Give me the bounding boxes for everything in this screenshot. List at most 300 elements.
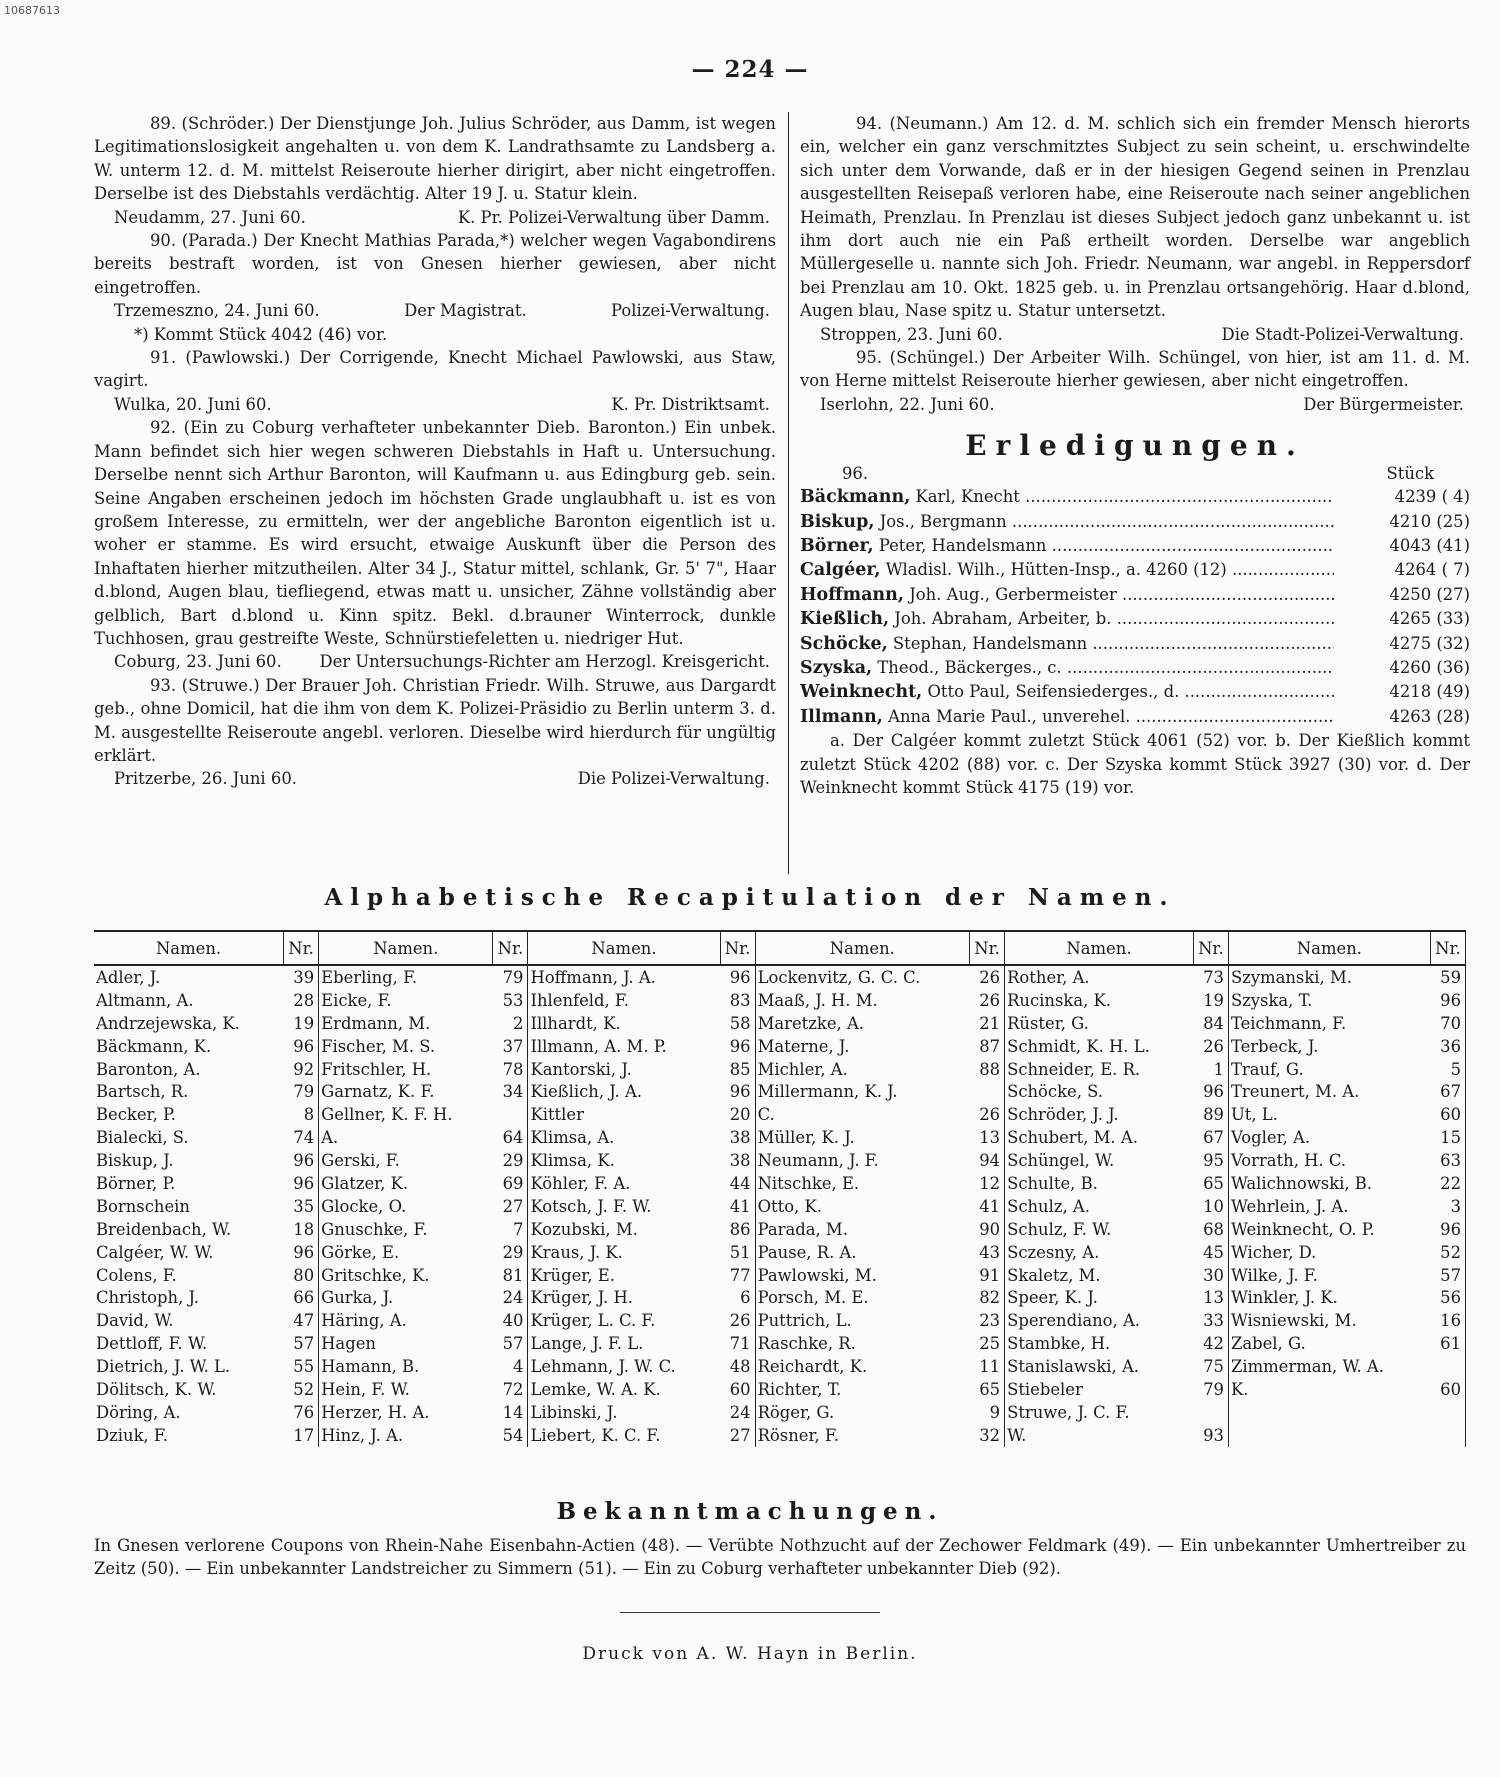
person-name: Bäckmann, K. [96, 1036, 212, 1056]
entry-number: 45 [1193, 1241, 1228, 1264]
person-name: Gurka, J. [321, 1288, 394, 1308]
erledigung-reference: 4043 (41) [1389, 535, 1470, 555]
entry-number: 67 [1430, 1080, 1465, 1103]
entry-number: 10 [1193, 1195, 1228, 1218]
entry-number: 65 [970, 1378, 1005, 1401]
entry-number: 36 [1430, 1035, 1465, 1058]
erledigung-reference: 4265 (33) [1389, 609, 1470, 629]
entry-94: 94. (Neumann.) Am 12. d. M. schlich sich ein fremder Mensch hierorts ein, welcher ein ganz verschmitztes Subject zu sein scheint, u. erschwindelte sich unter dem Vorwande, daß er in der hiesigen Gegend seinen in Prenzlau ausgestellten Reisepaß verloren habe, eine Reiseroute nach seiner angeblichen Heimath, Prenzlau. In Prenzlau ist dieses Subject jedoch ganz unbekannt u. ist ihm dort auch nie ein Paß ertheilt worden. Derselbe war angeblich Müllergeselle u. nannte sich Joh. Friedr. Neumann, war angebl. in Reppersdorf bei Prenzlau am 10. Okt. 1825 geb. u. in Prenzlau ortsangehörig. Haar d.blond, Augen blau, Nase spitz u. Statur untersetzt. [800, 114, 1470, 321]
entry-number: 24 [493, 1286, 528, 1309]
entry-89: 89. (Schröder.) Der Dienstjunge Joh. Julius Schröder, aus Damm, ist wegen Legitimationslosigkeit angehalten u. von dem K. Landrathsamte zu Landsberg a. W. unterm 12. d. M. mittelst Reiseroute hierher dirigirt, aber nicht eingetroffen. Derselbe ist des Diebstahls verdächtig. Alter 19 J. u. Statur klein. [94, 114, 776, 204]
erledigung-item [800, 656, 1470, 680]
person-name: Ut, L. [1230, 1105, 1278, 1125]
entry-number: 89 [1193, 1103, 1228, 1126]
entry-number: 43 [970, 1241, 1005, 1264]
signature-authority: Der Magistrat. [404, 301, 527, 321]
entry-number: 96 [284, 1149, 319, 1172]
table-row [94, 1080, 1466, 1103]
person-name: Baronton, A. [96, 1059, 201, 1079]
entry-95-signature [800, 393, 1470, 416]
person-name: Schröder, J. J. [1007, 1105, 1119, 1125]
entry-number: 71 [720, 1332, 755, 1355]
table-header-row [94, 931, 1466, 965]
person-name: Andrzejewska, K. [96, 1013, 240, 1033]
erledigung-reference: 4263 (28) [1389, 706, 1470, 726]
entry-number: 15 [1430, 1126, 1465, 1149]
signature-authority: K. Pr. Distriktsamt. [611, 394, 770, 414]
entry-number: 39 [284, 965, 319, 989]
erledigung-text [800, 705, 1334, 729]
entry-number: 96 [1193, 1080, 1228, 1103]
person-name: Ihlenfeld, F. [530, 990, 629, 1010]
table-body [94, 965, 1466, 1447]
entry-number: 92 [284, 1058, 319, 1081]
person-name: Treunert, M. A. [1230, 1082, 1360, 1102]
erledigung-surname: Calgéer, [800, 560, 881, 581]
entry-89-signature [94, 206, 776, 229]
entry-number: 34 [493, 1080, 528, 1103]
person-name: Pawlowski, M. [757, 1265, 877, 1285]
person-name: Colens, F. [96, 1265, 177, 1285]
person-name: Görke, E. [321, 1242, 400, 1262]
person-name: Garnatz, K. F. [321, 1082, 435, 1102]
recap-title: Alphabetische Recapitulation der Namen. [324, 884, 1176, 911]
entry-number: 40 [493, 1309, 528, 1332]
person-name: C. [757, 1105, 775, 1125]
erledigung-reference: 4264 ( 7) [1394, 560, 1470, 580]
entry-number: 96 [720, 965, 755, 989]
entry-number: 47 [284, 1309, 319, 1332]
person-name: Winkler, J. K. [1230, 1288, 1338, 1308]
entry-number: 13 [1193, 1286, 1228, 1309]
entry-number: 96 [284, 1172, 319, 1195]
entry-number: 86 [720, 1218, 755, 1241]
entry-91-signature [94, 393, 776, 416]
signature-authority: Die Stadt-Polizei-Verwaltung. [1221, 324, 1464, 344]
bekanntmachungen-title: Bekanntmachungen. [556, 1498, 944, 1525]
person-name: David, W. [96, 1311, 174, 1331]
person-name: Krüger, E. [530, 1265, 615, 1285]
person-name: Hagen [321, 1334, 376, 1354]
person-name: Christoph, J. [96, 1288, 200, 1308]
table-row [94, 1241, 1466, 1264]
person-name: Dettloff, F. W. [96, 1334, 208, 1354]
person-name [1228, 1401, 1430, 1424]
entry-90-signature [94, 299, 776, 322]
erledigung-detail: Karl, Knecht [915, 487, 1020, 507]
signature-place-date: Trzemeszno, 24. Juni 60. [114, 301, 320, 321]
column-header-name: Namen. [94, 931, 284, 965]
erledigung-detail: Wladisl. Wilh., Hütten-Insp., a. 4260 (12) [885, 560, 1227, 580]
person-name: Walichnowski, B. [1230, 1173, 1373, 1193]
entry-number: 42 [1193, 1332, 1228, 1355]
signature-place-date: Stroppen, 23. Juni 60. [820, 324, 1003, 344]
entry-number: 67 [1193, 1126, 1228, 1149]
document-id: 10687613 [4, 4, 60, 17]
person-name: Kotsch, J. F. W. [530, 1196, 652, 1216]
entry-number: 28 [284, 989, 319, 1012]
person-name: Kozubski, M. [530, 1219, 638, 1239]
table-row [94, 1218, 1466, 1241]
table-row [94, 1149, 1466, 1172]
person-name: Hoffmann, J. A. [530, 967, 656, 987]
entry-number: 66 [284, 1286, 319, 1309]
entry-number: 93 [1193, 1424, 1228, 1447]
person-name: Rucinska, K. [1007, 990, 1111, 1010]
column-header-number: Nr. [493, 931, 528, 965]
entry-number: 96 [284, 1241, 319, 1264]
erledigung-surname: Weinknecht, [800, 682, 923, 703]
person-name: Börner, P. [96, 1173, 176, 1193]
entry-number: 20 [720, 1103, 755, 1126]
person-name: Illhardt, K. [530, 1013, 621, 1033]
entry-number: 57 [493, 1332, 528, 1355]
person-name: Nitschke, E. [757, 1173, 860, 1193]
entry-number: 69 [493, 1172, 528, 1195]
entry-number: 95 [1193, 1149, 1228, 1172]
person-name: Klimsa, A. [530, 1128, 615, 1148]
person-name: Zabel, G. [1230, 1334, 1306, 1354]
signature-place-date: Pritzerbe, 26. Juni 60. [114, 769, 297, 789]
entry-number: 26 [970, 989, 1005, 1012]
table-row [94, 965, 1466, 989]
entry-number: 5 [1430, 1058, 1465, 1081]
erledigung-text [800, 534, 1334, 558]
entry-number: 13 [970, 1126, 1005, 1149]
erledigung-item [800, 632, 1470, 656]
entry-number: 14 [493, 1401, 528, 1424]
right-column [800, 112, 1470, 799]
table-row [94, 1378, 1466, 1401]
person-name: Fritschler, H. [321, 1059, 432, 1079]
erledigung-text [800, 510, 1334, 534]
erledigung-item [800, 485, 1470, 509]
entry-number: 25 [970, 1332, 1005, 1355]
entry-number: 35 [284, 1195, 319, 1218]
erledigung-item [800, 510, 1470, 534]
person-name [1228, 1424, 1430, 1447]
person-name: Häring, A. [321, 1311, 407, 1331]
table-row [94, 1035, 1466, 1058]
person-name: Lemke, W. A. K. [530, 1379, 661, 1399]
person-name: Schöcke, S. [1007, 1082, 1104, 1102]
person-name: Illmann, A. M. P. [530, 1036, 667, 1056]
entry-number: 78 [493, 1058, 528, 1081]
entry-number: 19 [284, 1012, 319, 1035]
person-name: W. [1007, 1425, 1027, 1445]
entry-number: 17 [284, 1424, 319, 1447]
entry-number: 79 [284, 1080, 319, 1103]
person-name: Maretzke, A. [757, 1013, 864, 1033]
entry-number: 60 [1430, 1378, 1465, 1401]
person-name: Skaletz, M. [1007, 1265, 1101, 1285]
signature-place-date: Coburg, 23. Juni 60. [114, 652, 282, 672]
person-name: Köhler, F. A. [530, 1173, 631, 1193]
person-name: Bialecki, S. [96, 1128, 189, 1148]
erledigung-surname: Kießlich, [800, 609, 890, 630]
person-name: Kantorski, J. [530, 1059, 632, 1079]
erledigungen-number: 96. [842, 463, 869, 483]
entry-number: 91 [970, 1264, 1005, 1287]
person-name: Klimsa, K. [530, 1151, 615, 1171]
entry-number: 30 [1193, 1264, 1228, 1287]
person-name: Sperendiano, A. [1007, 1311, 1141, 1331]
signature-authority: K. Pr. Polizei-Verwaltung über Damm. [457, 207, 770, 227]
entry-number: 57 [1430, 1264, 1465, 1287]
entry-number: 26 [970, 965, 1005, 989]
table-row [94, 1012, 1466, 1035]
person-name: Vogler, A. [1230, 1128, 1311, 1148]
entry-number: 81 [493, 1264, 528, 1287]
person-name: Fischer, M. S. [321, 1036, 436, 1056]
person-name: Bartsch, R. [96, 1082, 189, 1102]
person-name: Hinz, J. A. [321, 1425, 404, 1445]
person-name: Teichmann, F. [1230, 1013, 1347, 1033]
erledigung-item [800, 558, 1470, 582]
person-name: Kittler [530, 1105, 584, 1125]
entry-number: 26 [720, 1309, 755, 1332]
entry-number: 59 [1430, 965, 1465, 989]
entry-number: 3 [1430, 1195, 1465, 1218]
left-column [94, 112, 776, 791]
erledigung-detail: Joh. Abraham, Arbeiter, b. [894, 609, 1112, 629]
person-name: Zimmerman, W. A. [1230, 1357, 1384, 1377]
entry-number: 87 [970, 1035, 1005, 1058]
entry-number [1430, 1401, 1465, 1424]
entry-number: 41 [720, 1195, 755, 1218]
person-name: Schubert, M. A. [1007, 1128, 1138, 1148]
person-name: Schulz, F. W. [1007, 1219, 1112, 1239]
entry-number: 88 [970, 1058, 1005, 1081]
table-row [94, 1424, 1466, 1447]
entry-number: 41 [970, 1195, 1005, 1218]
person-name: Schulz, A. [1007, 1196, 1090, 1216]
erledigung-reference: 4239 ( 4) [1394, 487, 1470, 507]
entry-number: 73 [1193, 965, 1228, 989]
person-name: Stambke, H. [1007, 1334, 1111, 1354]
person-name: Trauf, G. [1230, 1059, 1304, 1079]
entry-number [493, 1103, 528, 1126]
erledigung-text [800, 558, 1334, 582]
entry-90-footnote: *) Kommt Stück 4042 (46) vor. [134, 324, 388, 344]
person-name: Adler, J. [96, 967, 161, 987]
entry-number: 24 [720, 1401, 755, 1424]
table-row [94, 1058, 1466, 1081]
erledigung-surname: Schöcke, [800, 633, 888, 654]
erledigung-reference: 4210 (25) [1389, 511, 1470, 531]
person-name: Richter, T. [757, 1379, 842, 1399]
person-name: Otto, K. [757, 1196, 822, 1216]
person-name: Stanislawski, A. [1007, 1357, 1139, 1377]
person-name: Altmann, A. [96, 990, 194, 1010]
person-name: Gellner, K. F. H. [321, 1105, 453, 1125]
person-name: Vorrath, H. C. [1230, 1151, 1347, 1171]
person-name: Rüster, G. [1007, 1013, 1089, 1033]
entry-number: 90 [970, 1218, 1005, 1241]
entry-number: 83 [720, 989, 755, 1012]
page-number: — 224 — [691, 56, 809, 83]
person-name: Schmidt, K. H. L. [1007, 1036, 1150, 1056]
entry-number: 58 [720, 1012, 755, 1035]
entry-number: 63 [1430, 1149, 1465, 1172]
entry-number: 9 [970, 1401, 1005, 1424]
signature-authority: Der Bürgermeister. [1303, 394, 1464, 414]
person-name: Terbeck, J. [1230, 1036, 1319, 1056]
column-header-name: Namen. [1228, 931, 1430, 965]
person-name: Maaß, J. H. M. [757, 990, 878, 1010]
person-name: Schüngel, W. [1007, 1151, 1115, 1171]
person-name: Wisniewski, M. [1230, 1311, 1357, 1331]
entry-number: 6 [720, 1286, 755, 1309]
person-name: Materne, J. [757, 1036, 850, 1056]
erledigung-surname: Illmann, [800, 706, 883, 727]
entry-number: 84 [1193, 1012, 1228, 1035]
person-name: Porsch, M. E. [757, 1288, 869, 1308]
person-name: Röger, G. [757, 1402, 835, 1422]
column-header-name: Namen. [528, 931, 720, 965]
entry-number: 2 [493, 1012, 528, 1035]
entry-number: 96 [284, 1035, 319, 1058]
column-header-name: Namen. [1005, 931, 1194, 965]
entry-number: 44 [720, 1172, 755, 1195]
entry-number: 74 [284, 1126, 319, 1149]
signature-place-date: Iserlohn, 22. Juni 60. [820, 394, 995, 414]
entry-number: 60 [1430, 1103, 1465, 1126]
table-row [94, 1126, 1466, 1149]
erledigungen-title: Erledigungen. [965, 429, 1305, 463]
erledigungen-list [800, 485, 1470, 729]
entry-number: 56 [1430, 1286, 1465, 1309]
entry-number: 29 [493, 1149, 528, 1172]
entry-number: 60 [720, 1378, 755, 1401]
entry-94-signature [800, 323, 1470, 346]
table-row [94, 1309, 1466, 1332]
person-name: Szymanski, M. [1230, 967, 1352, 987]
person-name: Michler, A. [757, 1059, 848, 1079]
column-header-number: Nr. [284, 931, 319, 965]
entry-number: 79 [493, 965, 528, 989]
person-name: Gritschke, K. [321, 1265, 430, 1285]
erledigung-text [800, 607, 1334, 631]
erledigungen-notes: a. Der Calgéer kommt zuletzt Stück 4061 (52) vor. b. Der Kießlich kommt zuletzt Stück 4202 (88) vor. c. Der Szyska kommt Stück 3927 (30) vor. d. Der Weinknecht kommt Stück 4175 (19) vor. [800, 731, 1470, 797]
entry-number: 96 [1430, 989, 1465, 1012]
entry-93-signature [94, 767, 776, 790]
entry-number: 29 [493, 1241, 528, 1264]
entry-number: 76 [284, 1401, 319, 1424]
person-name: Biskup, J. [96, 1151, 174, 1171]
erledigung-item [800, 607, 1470, 631]
erledigung-detail: Theod., Bäckerges., c. [877, 657, 1062, 677]
erledigung-text [800, 583, 1334, 607]
person-name: Dziuk, F. [96, 1425, 168, 1445]
column-header-number: Nr. [970, 931, 1005, 965]
entry-number: 27 [720, 1424, 755, 1447]
table-row [94, 989, 1466, 1012]
erledigung-surname: Hoffmann, [800, 584, 904, 605]
entry-number: 96 [1430, 1218, 1465, 1241]
entry-number: 51 [720, 1241, 755, 1264]
entry-number [1430, 1424, 1465, 1447]
person-name: Pause, R. A. [757, 1242, 857, 1262]
erledigung-surname: Biskup, [800, 511, 875, 532]
column-header-number: Nr. [1193, 931, 1228, 965]
person-name: A. [321, 1128, 339, 1148]
entry-number: 52 [1430, 1241, 1465, 1264]
entry-number: 96 [720, 1080, 755, 1103]
signature-place-date: Neudamm, 27. Juni 60. [114, 207, 306, 227]
erledigung-surname: Bäckmann, [800, 487, 911, 508]
entry-number: 77 [720, 1264, 755, 1287]
person-name: K. [1230, 1379, 1249, 1399]
person-name: Eicke, F. [321, 990, 392, 1010]
erledigung-item [800, 705, 1470, 729]
column-header-name: Namen. [755, 931, 969, 965]
entry-number: 80 [284, 1264, 319, 1287]
person-name: Krüger, L. C. F. [530, 1311, 656, 1331]
entry-number: 21 [970, 1012, 1005, 1035]
entry-92-signature [94, 650, 776, 673]
person-name: Schulte, B. [1007, 1173, 1098, 1193]
person-name: Dietrich, J. W. L. [96, 1357, 231, 1377]
entry-number: 11 [970, 1355, 1005, 1378]
person-name: Erdmann, M. [321, 1013, 431, 1033]
entry-number: 53 [493, 989, 528, 1012]
entry-number: 1 [1193, 1058, 1228, 1081]
person-name: Breidenbach, W. [96, 1219, 232, 1239]
person-name: Hein, F. W. [321, 1379, 410, 1399]
entry-95: 95. (Schüngel.) Der Arbeiter Wilh. Schüngel, von hier, ist am 11. d. M. von Herne mittelst Reiseroute hierher gewiesen, aber nicht eingetroffen. [800, 348, 1470, 391]
erledigung-detail: Stephan, Handelsmann [892, 633, 1088, 653]
erledigung-item [800, 534, 1470, 558]
person-name: Millermann, K. J. [757, 1082, 898, 1102]
entry-number: 57 [284, 1332, 319, 1355]
signature-place-date: Wulka, 20. Juni 60. [114, 394, 272, 414]
person-name: Speer, K. J. [1007, 1288, 1098, 1308]
erledigung-item [800, 680, 1470, 704]
entry-number: 26 [1193, 1035, 1228, 1058]
table-row [94, 1103, 1466, 1126]
person-name: Müller, K. J. [757, 1128, 855, 1148]
entry-number: 7 [493, 1218, 528, 1241]
erledigungen-column-label: Stück [1386, 463, 1434, 483]
person-name: Puttrich, L. [757, 1311, 852, 1331]
person-name: Stiebeler [1007, 1379, 1083, 1399]
person-name: Wehrlein, J. A. [1230, 1196, 1349, 1216]
person-name: Wicher, D. [1230, 1242, 1317, 1262]
person-name: Schneider, E. R. [1007, 1059, 1141, 1079]
person-name: Lange, J. F. L. [530, 1334, 644, 1354]
table-row [94, 1401, 1466, 1424]
person-name: Gnuschke, F. [321, 1219, 428, 1239]
entry-number: 96 [720, 1035, 755, 1058]
entry-number: 23 [970, 1309, 1005, 1332]
person-name: Raschke, R. [757, 1334, 856, 1354]
erledigung-reference: 4218 (49) [1389, 682, 1470, 702]
person-name: Glatzer, K. [321, 1173, 409, 1193]
person-name: Lockenvitz, G. C. C. [757, 967, 921, 987]
person-name: Rother, A. [1007, 967, 1090, 987]
name-index-table [94, 930, 1466, 1447]
erledigung-text [800, 485, 1334, 509]
entry-number: 94 [970, 1149, 1005, 1172]
entry-number: 26 [970, 1103, 1005, 1126]
erledigung-text [800, 680, 1334, 704]
entry-number: 32 [970, 1424, 1005, 1447]
entry-number: 37 [493, 1035, 528, 1058]
column-header-number: Nr. [1430, 931, 1465, 965]
entry-number: 55 [284, 1355, 319, 1378]
erledigung-detail: Joh. Aug., Gerbermeister [909, 584, 1117, 604]
